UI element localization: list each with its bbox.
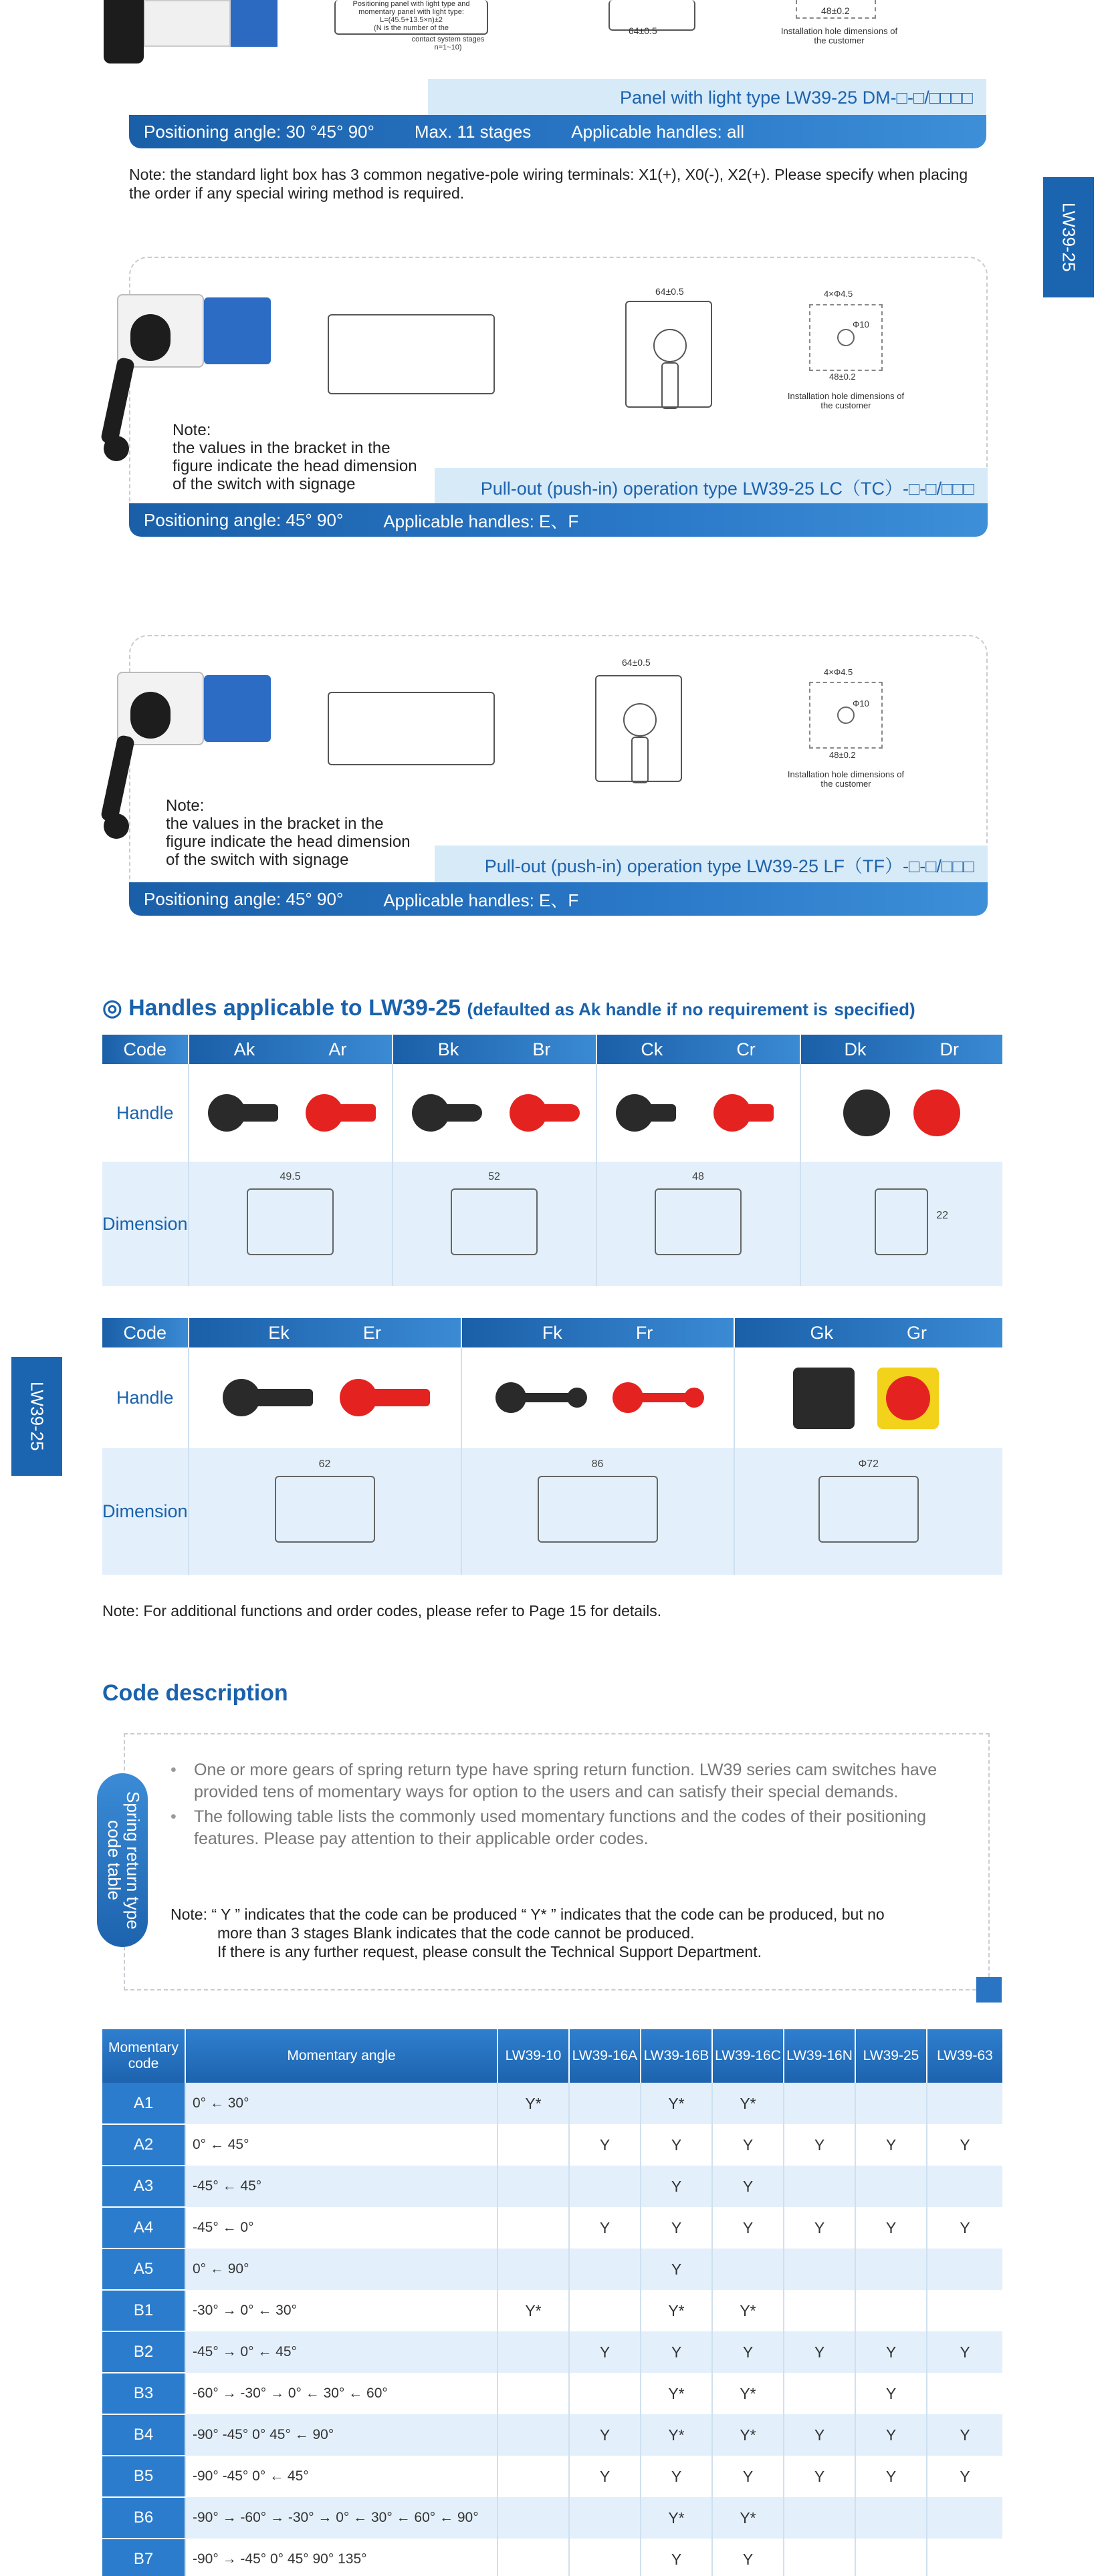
availability-cell: Y: [712, 2456, 784, 2497]
availability-cell: [784, 2083, 855, 2124]
momentary-header-row: [102, 2029, 1002, 2083]
availability-cell: Y: [569, 2124, 641, 2166]
availability-cell: [497, 2207, 569, 2248]
availability-cell: Y: [784, 2456, 855, 2497]
section3-info-bar: [129, 882, 988, 916]
availability-cell: [569, 2166, 641, 2207]
availability-cell: Y: [927, 2414, 1002, 2456]
note-line: If there is any further request, please consult the Technical Support Department.: [217, 1943, 762, 1960]
momentary-code-cell: B4: [102, 2414, 185, 2456]
note-line: the values in the bracket in the: [166, 815, 384, 833]
availability-cell: Y*: [712, 2497, 784, 2539]
availability-cell: Y: [784, 2414, 855, 2456]
section2-note: [173, 421, 440, 493]
momentary-angle-cell: -90° → -45° 0° 45° 90° 135°: [185, 2539, 497, 2576]
dimension-value: 49.5: [280, 1170, 301, 1182]
note-line: the values in the bracket in the: [173, 439, 391, 457]
header-lw39-25: LW39-25: [855, 2029, 927, 2083]
dimension-value: 86: [591, 1458, 604, 1470]
momentary-code-cell: A2: [102, 2124, 185, 2166]
header-lw39-16c: LW39-16C: [712, 2029, 784, 2083]
availability-cell: Y: [784, 2331, 855, 2373]
handle-cr-image: [703, 1086, 790, 1140]
availability-cell: Y*: [497, 2290, 569, 2331]
note-line: figure indicate the head dimension: [166, 833, 411, 851]
note-line: Note: “ Y ” indicates that the code can be produced “ Y* ” indicates that the code can be produced, but no: [171, 1906, 885, 1923]
availability-cell: [927, 2290, 1002, 2331]
availability-cell: [784, 2373, 855, 2414]
availability-cell: [927, 2373, 1002, 2414]
header-momentary-angle: Momentary angle: [185, 2029, 497, 2083]
handle-pair-f: [461, 1347, 734, 1448]
availability-cell: [855, 2248, 927, 2290]
availability-cell: [569, 2497, 641, 2539]
note-line: more than 3 stages Blank indicates that the code cannot be produced.: [217, 1924, 695, 1942]
availability-cell: [927, 2497, 1002, 2539]
availability-cell: Y*: [712, 2414, 784, 2456]
availability-cell: Y: [927, 2331, 1002, 2373]
header-lw39-10: LW39-10: [497, 2029, 569, 2083]
availability-cell: [784, 2539, 855, 2576]
availability-cell: Y: [712, 2331, 784, 2373]
momentary-code-cell: A1: [102, 2083, 185, 2124]
availability-cell: Y: [784, 2207, 855, 2248]
code-cell: Gr: [907, 1322, 927, 1343]
section3-dim-48: 48±0.2: [829, 750, 856, 760]
availability-cell: Y*: [641, 2373, 712, 2414]
dimension-drawing: 22: [875, 1188, 928, 1255]
section3-title-label: Pull-out (push-in) operation type LW39-25 LF（TF）-□-□/□□□: [435, 846, 988, 883]
dimension-c: [596, 1162, 800, 1286]
code-row: [102, 1035, 1002, 1064]
handle-pair-b: [393, 1064, 596, 1162]
header-lw39-16a: LW39-16A: [569, 2029, 641, 2083]
section2-hole-drawing: [809, 304, 883, 371]
dimension-e: [189, 1448, 461, 1575]
code-cell: Ak: [233, 1039, 255, 1059]
bullet-dot: •: [171, 1761, 177, 1779]
availability-cell: [497, 2166, 569, 2207]
code-row: [102, 1318, 1002, 1347]
section2-dim-64: 64±0.5: [655, 286, 684, 297]
availability-cell: Y*: [712, 2083, 784, 2124]
handle-er-image: [330, 1371, 437, 1424]
availability-cell: Y: [855, 2373, 927, 2414]
availability-cell: [784, 2290, 855, 2331]
section3-side-drawing: [328, 692, 495, 765]
handle-bk-image: [402, 1086, 489, 1140]
availability-cell: [784, 2248, 855, 2290]
section2-title-label: Pull-out (push-in) operation type LW39-25 LC（TC）-□-□/□□□: [435, 468, 988, 505]
availability-cell: [497, 2331, 569, 2373]
table-row: [102, 2248, 1002, 2290]
dimension-value: Φ72: [858, 1458, 879, 1470]
code-pair-a: [189, 1035, 393, 1064]
section1-info-bar: [129, 115, 986, 148]
code-cell: Bk: [437, 1039, 459, 1059]
code-pair-d: [800, 1035, 1002, 1064]
availability-cell: [569, 2083, 641, 2124]
dimension-d: [800, 1162, 1002, 1286]
momentary-angle-cell: -90° -45° 0° ← 45°: [185, 2456, 497, 2497]
header-lw39-16n: LW39-16N: [784, 2029, 855, 2083]
code-cell: Br: [532, 1039, 551, 1059]
code-pair-b: [393, 1035, 596, 1064]
section2-dim-10: Φ10: [853, 319, 869, 330]
section1-dim-64: 64±0.5: [629, 25, 657, 36]
availability-cell: [569, 2290, 641, 2331]
availability-cell: Y: [855, 2124, 927, 2166]
note-line: Note:: [173, 421, 211, 439]
availability-cell: Y: [569, 2414, 641, 2456]
code-cell: Gk: [810, 1322, 834, 1343]
handles-heading-main: ◎ Handles applicable to LW39-25: [102, 995, 461, 1021]
availability-cell: [784, 2166, 855, 2207]
handles-heading: [102, 995, 915, 1021]
availability-cell: [855, 2166, 927, 2207]
handle-br-image: [500, 1086, 586, 1140]
momentary-angle-cell: -90° → -60° → -30° → 0° ← 30° ← 60° ← 90°: [185, 2497, 497, 2539]
code-cell: Fk: [542, 1322, 562, 1343]
handle-label: Handle: [102, 1347, 189, 1448]
availability-cell: Y: [855, 2414, 927, 2456]
dimension-f: [461, 1448, 734, 1575]
momentary-angle-cell: -45° ← 0°: [185, 2207, 497, 2248]
table-row: [102, 2166, 1002, 2207]
handle-dk-image: [837, 1086, 897, 1140]
handles-table-2: [102, 1318, 1002, 1575]
dimension-a: [189, 1162, 393, 1286]
bullet-item: [171, 1806, 970, 1850]
momentary-angle-cell: -45° ← 45°: [185, 2166, 497, 2207]
side-tab-top: [1043, 177, 1094, 297]
section1-note: Note: the standard light box has 3 common negative-pole wiring terminals: X1(+), X0(-), X2(+). Please specify when placing the order if any special wiring method is required.: [129, 166, 968, 202]
handle-pair-d: [800, 1064, 1002, 1162]
header-lw39-16b: LW39-16B: [641, 2029, 712, 2083]
availability-cell: [927, 2083, 1002, 2124]
availability-cell: [712, 2248, 784, 2290]
availability-cell: Y: [784, 2124, 855, 2166]
momentary-code-cell: B6: [102, 2497, 185, 2539]
momentary-angle-cell: -90° -45° 0° 45° ← 90°: [185, 2414, 497, 2456]
code-description-bullets: [171, 1759, 970, 1850]
drawing-text-line: contact system stages: [411, 35, 485, 43]
handle-fk-image: [485, 1371, 592, 1424]
applicable-handles: Applicable handles: all: [571, 121, 745, 142]
handles-heading-sub: (defaulted as Ak handle if no requirement is: [467, 999, 828, 1019]
dimension-drawing: [247, 1170, 334, 1255]
availability-cell: [497, 2497, 569, 2539]
dimension-value: 52: [488, 1170, 500, 1182]
section2-side-drawing: [328, 314, 495, 394]
bullet-text: One or more gears of spring return type have spring return function. LW39 series cam switches have provided tens of momentary ways for option to the users and can satisfy their special demands.: [194, 1761, 937, 1801]
section3-install-label: Installation hole dimensions of the customer: [787, 769, 905, 789]
availability-cell: [927, 2248, 1002, 2290]
handle-pair-a: [189, 1064, 393, 1162]
availability-cell: Y*: [712, 2373, 784, 2414]
momentary-code-cell: A4: [102, 2207, 185, 2248]
code-cell: Ek: [268, 1322, 290, 1343]
code-pair-f: [461, 1318, 734, 1347]
code-cell: Cr: [736, 1039, 756, 1059]
handle-gk-image: [790, 1364, 863, 1431]
momentary-code-cell: B1: [102, 2290, 185, 2331]
side-tab-left-label: LW39-25: [27, 1382, 47, 1451]
availability-cell: Y: [960, 2136, 970, 2154]
handle-pair-e: [189, 1347, 461, 1448]
handle-dr-image: [907, 1086, 967, 1140]
code-description-note: [171, 1905, 986, 1961]
availability-cell: Y*: [641, 2083, 712, 2124]
availability-cell: Y*: [641, 2497, 712, 2539]
applicable-handles: Applicable handles: E、F: [383, 890, 579, 910]
section2-install-label: Installation hole dimensions of the customer: [787, 391, 905, 410]
availability-cell: Y: [712, 2124, 784, 2166]
bullet-text: The following table lists the commonly used momentary functions and the codes of their positioning features. Please pay attention to their applicable order codes.: [194, 1807, 927, 1848]
drawing-text-line: Positioning panel with light type and: [352, 0, 470, 8]
section3-hole-drawing: [809, 682, 883, 749]
section2-dim-4x: 4×Φ4.5: [824, 289, 853, 299]
availability-cell: Y: [855, 2331, 927, 2373]
code-cell: Dk: [844, 1039, 867, 1059]
dimension-drawing: [275, 1458, 375, 1543]
availability-cell: [497, 2248, 569, 2290]
availability-cell: Y: [641, 2456, 712, 2497]
positioning-angle: Positioning angle: 45° 90°: [144, 888, 344, 909]
table-row: [102, 2497, 1002, 2539]
max-stages: Max. 11 stages: [414, 121, 532, 142]
dimension-row: [102, 1162, 1002, 1286]
availability-cell: Y: [569, 2207, 641, 2248]
momentary-code-cell: A3: [102, 2166, 185, 2207]
section3-note: [166, 797, 433, 869]
handle-ck-image: [606, 1086, 693, 1140]
availability-cell: Y: [641, 2166, 712, 2207]
momentary-code-cell: B5: [102, 2456, 185, 2497]
section2-info-bar: [129, 503, 988, 537]
momentary-angle-cell: -45° → 0° ← 45°: [185, 2331, 497, 2373]
code-cell: Er: [362, 1322, 381, 1343]
handles-table-1: [102, 1035, 1002, 1286]
availability-cell: Y*: [712, 2290, 784, 2331]
section1-install-label: Installation hole dimensions of the customer: [780, 26, 898, 45]
availability-cell: Y*: [641, 2414, 712, 2456]
code-header: Code: [102, 1318, 189, 1347]
handle-pair-c: [596, 1064, 800, 1162]
code-pair-c: [596, 1035, 800, 1064]
code-cell: Ck: [641, 1039, 663, 1059]
code-description-corner-marker: [976, 1977, 1002, 2003]
availability-cell: [569, 2539, 641, 2576]
section2-front-drawing: [625, 301, 712, 408]
momentary-angle-cell: -60° → -30° → 0° ← 30° ← 60°: [185, 2373, 497, 2414]
dimension-value: 62: [318, 1458, 331, 1470]
code-cell: Fr: [635, 1322, 653, 1343]
code-header: Code: [102, 1035, 189, 1064]
momentary-angle-cell: 0° ← 30°: [185, 2083, 497, 2124]
momentary-code-cell: B2: [102, 2331, 185, 2373]
availability-cell: [855, 2497, 927, 2539]
availability-cell: [927, 2539, 1002, 2576]
availability-cell: Y: [641, 2124, 712, 2166]
momentary-code-cell: A5: [102, 2248, 185, 2290]
availability-cell: [497, 2373, 569, 2414]
availability-cell: [855, 2539, 927, 2576]
availability-cell: Y: [641, 2539, 712, 2576]
availability-cell: [855, 2290, 927, 2331]
side-tab-top-label: LW39-25: [1059, 203, 1079, 272]
table-row: [102, 2124, 1002, 2166]
bullet-item: [171, 1759, 970, 1803]
dimension-row: [102, 1448, 1002, 1575]
note-line: of the switch with signage: [173, 475, 356, 493]
code-cell: Ar: [328, 1039, 347, 1059]
handle-ak-image: [198, 1086, 285, 1140]
availability-cell: [497, 2414, 569, 2456]
spring-return-label: Spring return type code table: [104, 1791, 143, 1930]
table-row: [102, 2456, 1002, 2497]
dimension-drawing: [538, 1458, 658, 1543]
code-pair-e: [189, 1318, 461, 1347]
table-row: [102, 2539, 1002, 2576]
handle-row: [102, 1347, 1002, 1448]
availability-cell: Y: [641, 2248, 712, 2290]
momentary-table: [102, 2029, 1002, 2576]
section3-dim-64: 64±0.5: [622, 657, 651, 668]
code-cell: Dr: [939, 1039, 960, 1059]
availability-cell: Y: [569, 2456, 641, 2497]
momentary-angle-cell: 0° ← 45°: [185, 2124, 497, 2166]
availability-cell: Y*: [641, 2290, 712, 2331]
drawing-text-line: (N is the number of the: [374, 24, 449, 32]
availability-cell: [784, 2497, 855, 2539]
dimension-drawing: [818, 1458, 919, 1543]
table-row: [102, 2331, 1002, 2373]
availability-cell: Y: [960, 2467, 970, 2485]
code-pair-g: [734, 1318, 1002, 1347]
section1-dim-48: 48±0.2: [821, 5, 850, 16]
momentary-code-cell: B3: [102, 2373, 185, 2414]
table-row: [102, 2083, 1002, 2124]
note-line: figure indicate the head dimension: [173, 457, 417, 475]
availability-cell: [497, 2539, 569, 2576]
dimension-g: [734, 1448, 1002, 1575]
drawing-text-line: L=(45.5+13.5×n)±2: [380, 16, 443, 24]
availability-cell: [497, 2124, 569, 2166]
table-row: [102, 2207, 1002, 2248]
section1-title-label: Panel with light type LW39-25 DM-□-□/□□□□: [428, 79, 986, 116]
availability-cell: Y: [712, 2166, 784, 2207]
table-row: [102, 2414, 1002, 2456]
availability-cell: Y: [960, 2218, 970, 2236]
availability-cell: Y: [641, 2207, 712, 2248]
availability-cell: [497, 2456, 569, 2497]
availability-cell: Y*: [497, 2083, 569, 2124]
code-description-heading: Code description: [102, 1680, 288, 1706]
availability-cell: [569, 2373, 641, 2414]
handle-ek-image: [213, 1371, 320, 1424]
drawing-text-line: momentary panel with light type:: [358, 8, 464, 16]
section3-dim-10: Φ10: [853, 698, 869, 709]
handle-ar-image: [296, 1086, 382, 1140]
dimension-drawing: [655, 1170, 742, 1255]
availability-cell: Y: [712, 2207, 784, 2248]
drawing-text-line: n=1~10): [434, 43, 462, 51]
section1-product-photo: [104, 0, 278, 67]
availability-cell: [855, 2083, 927, 2124]
handles-heading-tail: specified): [834, 999, 915, 1019]
dimension-b: [393, 1162, 596, 1286]
handle-fr-image: [602, 1371, 709, 1424]
handle-gr-image: [874, 1364, 948, 1431]
dimension-label: Dimension: [102, 1448, 189, 1575]
availability-cell: Y: [712, 2539, 784, 2576]
momentary-angle-cell: -30° → 0° ← 30°: [185, 2290, 497, 2331]
spring-return-tab: [97, 1773, 148, 1947]
availability-cell: Y: [855, 2456, 927, 2497]
availability-cell: Y: [855, 2207, 927, 2248]
table-row: [102, 2373, 1002, 2414]
availability-cell: Y: [569, 2331, 641, 2373]
momentary-angle-cell: 0° ← 90°: [185, 2248, 497, 2290]
section3-front-drawing: [595, 675, 682, 782]
dimension-label: Dimension: [102, 1162, 189, 1286]
applicable-handles: Applicable handles: E、F: [383, 511, 579, 531]
header-lw39-63: LW39-63: [927, 2029, 1002, 2083]
note-line: Note:: [166, 797, 205, 815]
handle-pair-g: [734, 1347, 1002, 1448]
availability-cell: [569, 2248, 641, 2290]
section3-dim-4x: 4×Φ4.5: [824, 667, 853, 677]
momentary-code-cell: B7: [102, 2539, 185, 2576]
positioning-angle: Positioning angle: 45° 90°: [144, 509, 344, 530]
dimension-value: 48: [692, 1170, 704, 1182]
dimension-drawing: [451, 1170, 538, 1255]
table-row: [102, 2290, 1002, 2331]
handle-row: [102, 1064, 1002, 1162]
availability-cell: [927, 2166, 1002, 2207]
section1-side-drawing: [334, 0, 488, 35]
availability-cell: Y: [641, 2331, 712, 2373]
positioning-angle: Positioning angle: 30 °45° 90°: [144, 121, 374, 142]
bullet-dot: •: [171, 1807, 177, 1826]
side-tab-left: [11, 1357, 62, 1476]
handles-note: Note: For additional functions and order codes, please refer to Page 15 for details.: [102, 1602, 662, 1620]
section2-dim-48: 48±0.2: [829, 372, 856, 382]
note-line: of the switch with signage: [166, 851, 349, 869]
header-momentary-code: Momentary code: [102, 2029, 185, 2083]
handle-label: Handle: [102, 1064, 189, 1162]
